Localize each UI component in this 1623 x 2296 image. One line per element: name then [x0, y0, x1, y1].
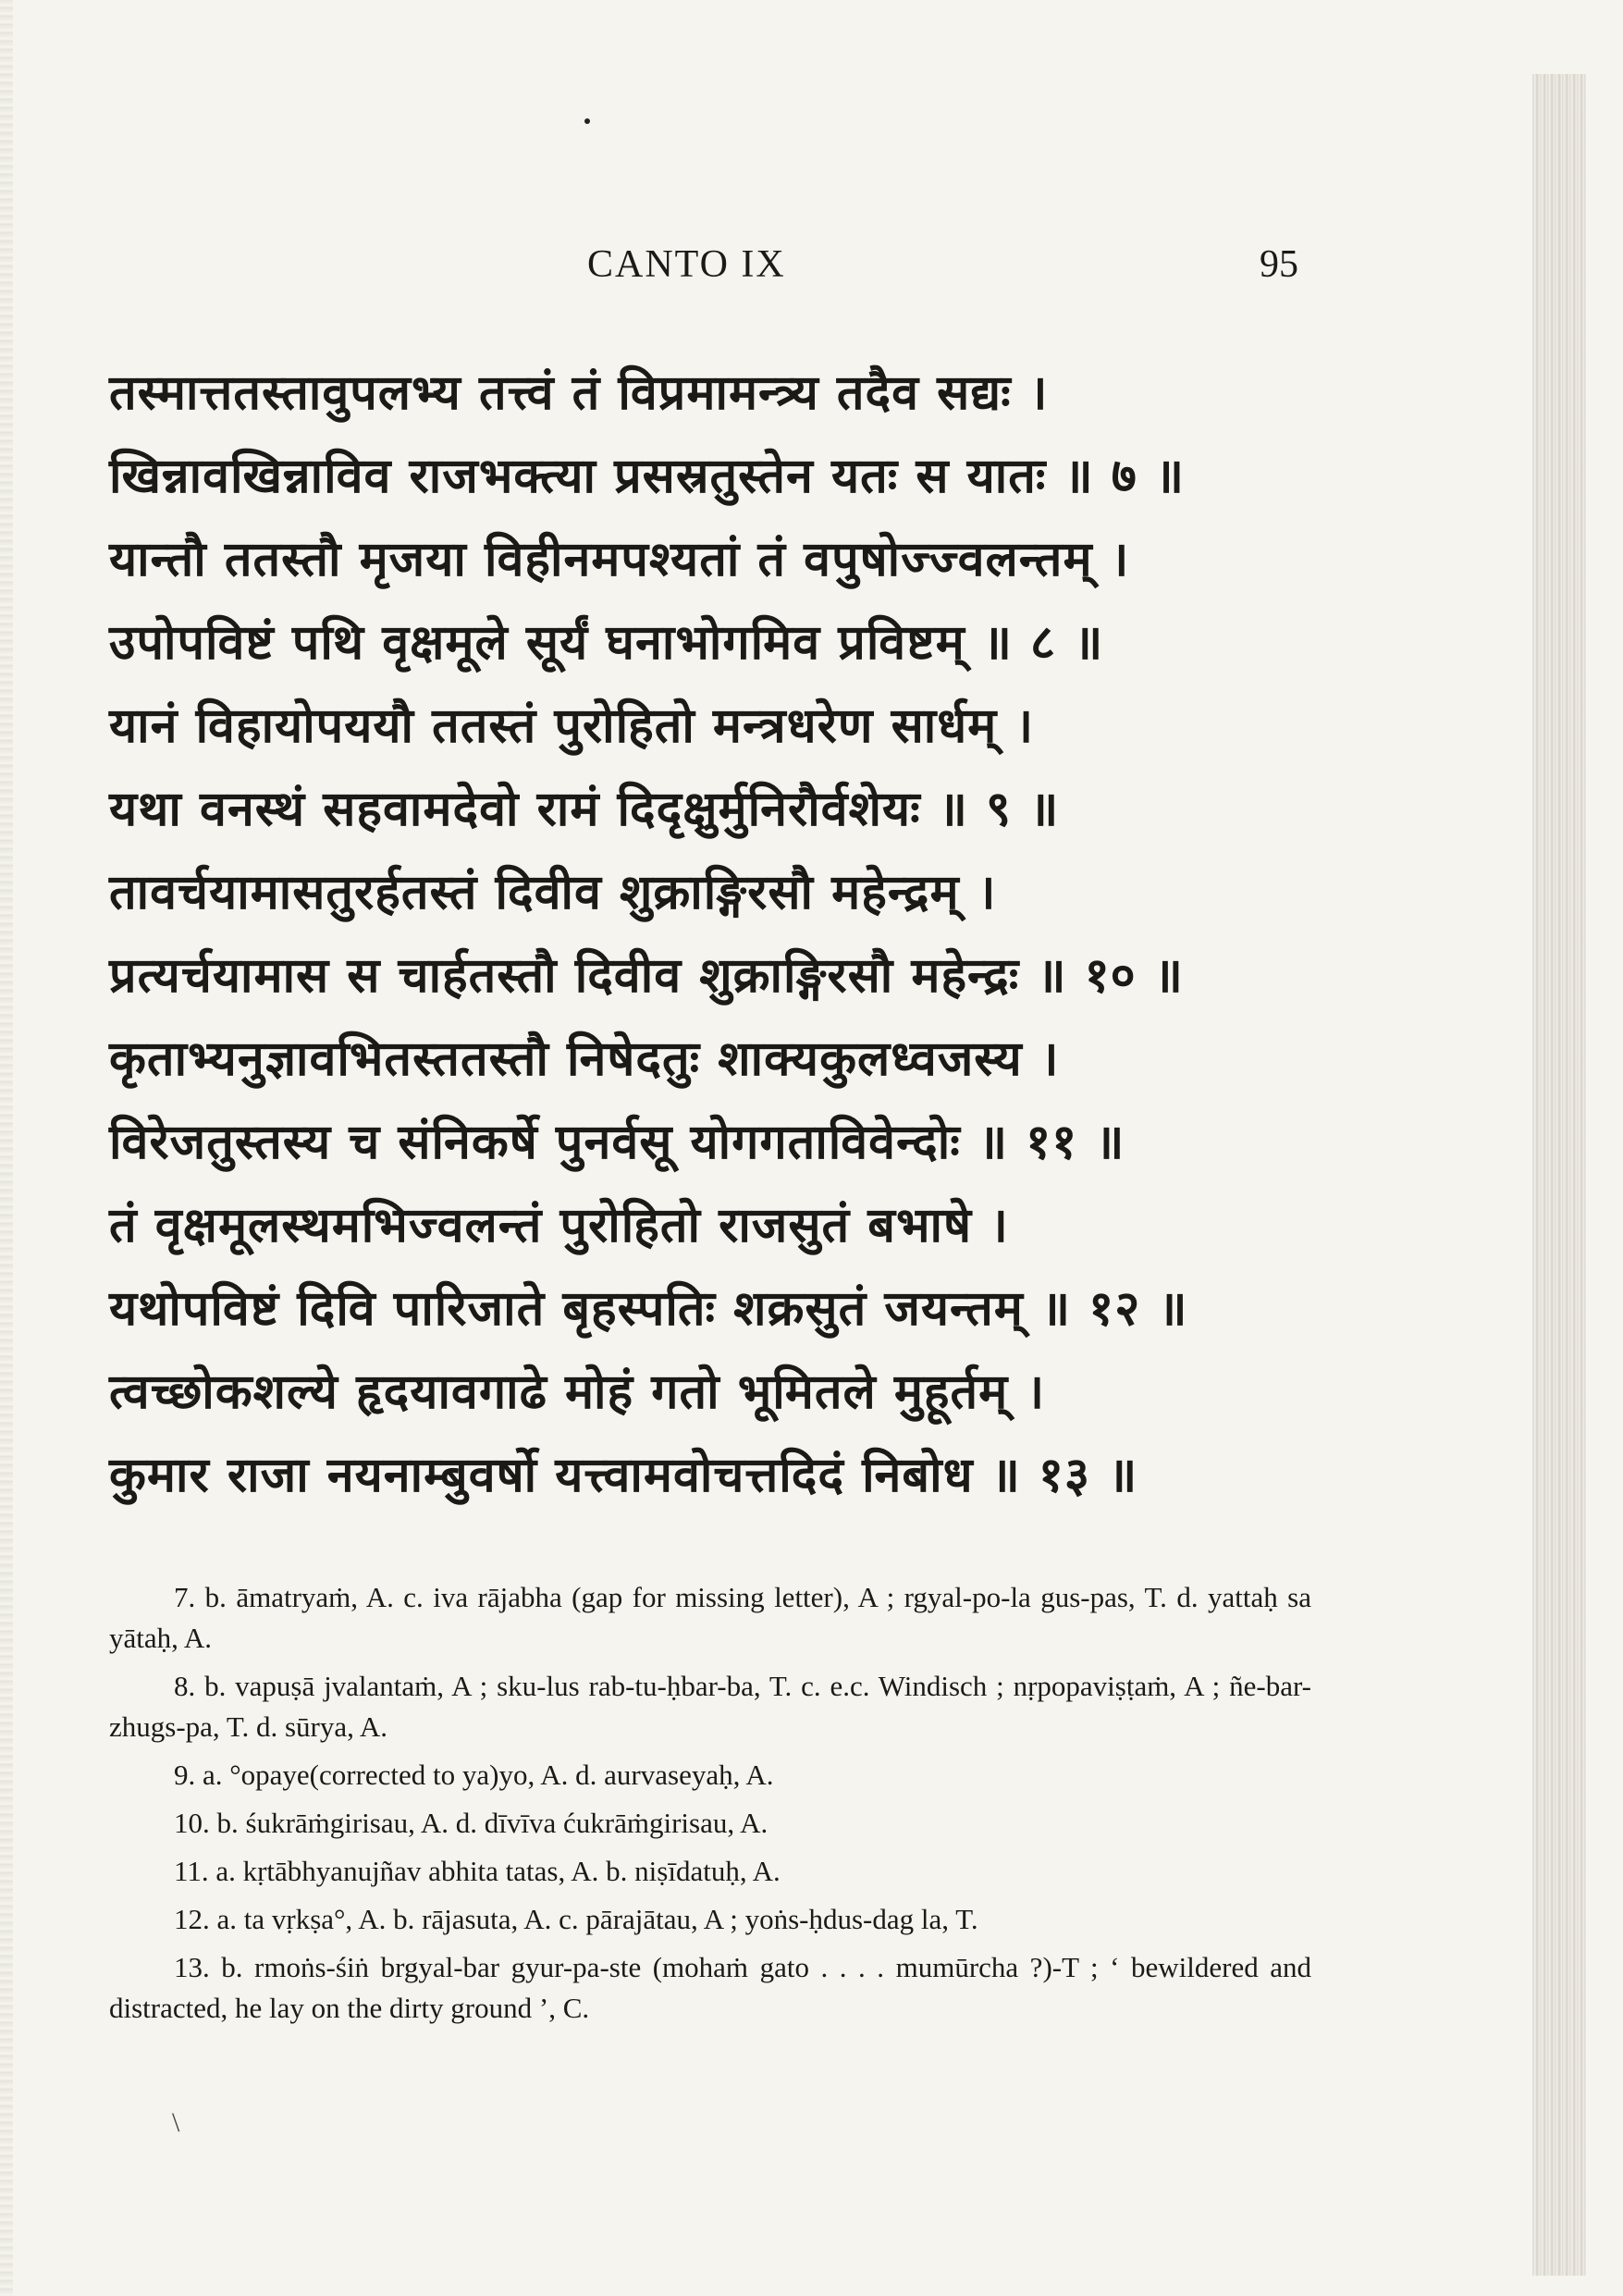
- verse-line: तस्मात्ततस्तावुपलभ्य तत्त्वं तं विप्रमामन्त्र्य तदैव सद्यः ।: [109, 365, 1049, 421]
- verse-line: तं वृक्षमूलस्थमभिज्वलन्तं पुरोहितो राजसुतं बभाषे ।: [109, 1198, 1009, 1253]
- footnote: 10. b. śukrāṁgirisau, A. d. dīvīva ćukrāṁgirisau, A.: [174, 1807, 768, 1839]
- verse-line: कृताभ्यनुज्ञावभितस्ततस्तौ निषेदतुः शाक्यकुलध्वजस्य ।: [109, 1031, 1060, 1087]
- footnote: 12. a. ta vṛkṣa°, A. b. rājasuta, A. c. pārajātau, A ; yoṅs-ḥdus-dag la, T.: [174, 1903, 978, 1935]
- verse-line: विरेजतुस्तस्य च संनिकर्षे पुनर्वसू योगगताविवेन्दोः ॥ ११ ॥: [109, 1115, 1125, 1170]
- verse-line: यान्तौ ततस्तौ मृजया विहीनमपश्यतां तं वपुषोज्ज्वलन्तम् ।: [109, 532, 1130, 587]
- running-head: [92, 242, 1298, 298]
- verse-line: यथोपविष्टं दिवि पारिजाते बृहस्पतिः शक्रसुतं जयन्तम् ॥ १२ ॥: [109, 1281, 1188, 1337]
- verse-line: त्वच्छोकशल्ये हृदयावगाढे मोहं गतो भूमितले मुहूर्तम् ।: [109, 1364, 1046, 1420]
- footnote: 13. b. rmoṅs-śiṅ brgyal-bar gyur-pa-ste (mohaṁ gato . . . . mumūrcha ?)-T ; ‘ bewildered and distracted, he lay on the dirty ground ’, C.: [109, 1951, 1311, 2024]
- book-edge-strip: [1532, 74, 1586, 2276]
- verse-line: खिन्नावखिन्नाविव राजभक्त्या प्रसस्रतुस्तेन यतः स यातः ॥ ७ ॥: [109, 449, 1186, 504]
- verse-line: कुमार राजा नयनाम्बुवर्षो यत्त्वामवोचत्तदिदं निबोध ॥ १३ ॥: [109, 1448, 1138, 1503]
- page-left-edge: [0, 0, 13, 2296]
- footnote: 7. b. āmatryaṁ, A. c. iva rājabha (gap for missing letter), A ; rgyal-po-la gus-pas, T. d. yattaḥ sa yātaḥ, A.: [109, 1581, 1311, 1654]
- footnote: 8. b. vapuṣā jvalantaṁ, A ; sku-lus rab-tu-ḥbar-ba, T. c. e.c. Windisch ; nṛpopaviṣṭaṁ, A ; ñe-bar-zhugs-pa, T. d. sūrya, A.: [109, 1670, 1311, 1743]
- footnote: 11. a. kṛtābhyanujñav abhita tatas, A. b. niṣīdatuḥ, A.: [174, 1855, 781, 1887]
- verse-line: तावर्चयामासतुरर्हतस्तं दिवीव शुक्राङ्गिरसौ महेन्द्रम् ।: [109, 865, 997, 920]
- footnote: 9. a. °opaye(corrected to ya)yo, A. d. aurvaseyaḥ, A.: [174, 1759, 774, 1791]
- critical-apparatus: [109, 1577, 1311, 2036]
- verse-line: यानं विहायोपययौ ततस्तं पुरोहितो मन्त्रधरेण सार्धम् ।: [109, 698, 1035, 754]
- ink-dot: [584, 118, 590, 124]
- page-number: 95: [1260, 243, 1298, 286]
- canto-title: CANTO IX: [587, 243, 786, 286]
- verse-line: यथा वनस्थं सहवामदेवो रामं दिदृक्षुर्मुनिरौर्वशेयः ॥ ९ ॥: [109, 782, 1060, 837]
- verse-line: उपोपविष्टं पथि वृक्षमूले सूर्यं घनाभोगमिव प्रविष्टम् ॥ ८ ॥: [109, 615, 1104, 671]
- stray-pen-mark: \: [172, 2107, 180, 2138]
- verse-block: [109, 352, 1311, 1517]
- verse-line: प्रत्यर्चयामास स चार्हतस्तौ दिवीव शुक्राङ्गिरसौ महेन्द्रः ॥ १० ॥: [109, 948, 1184, 1004]
